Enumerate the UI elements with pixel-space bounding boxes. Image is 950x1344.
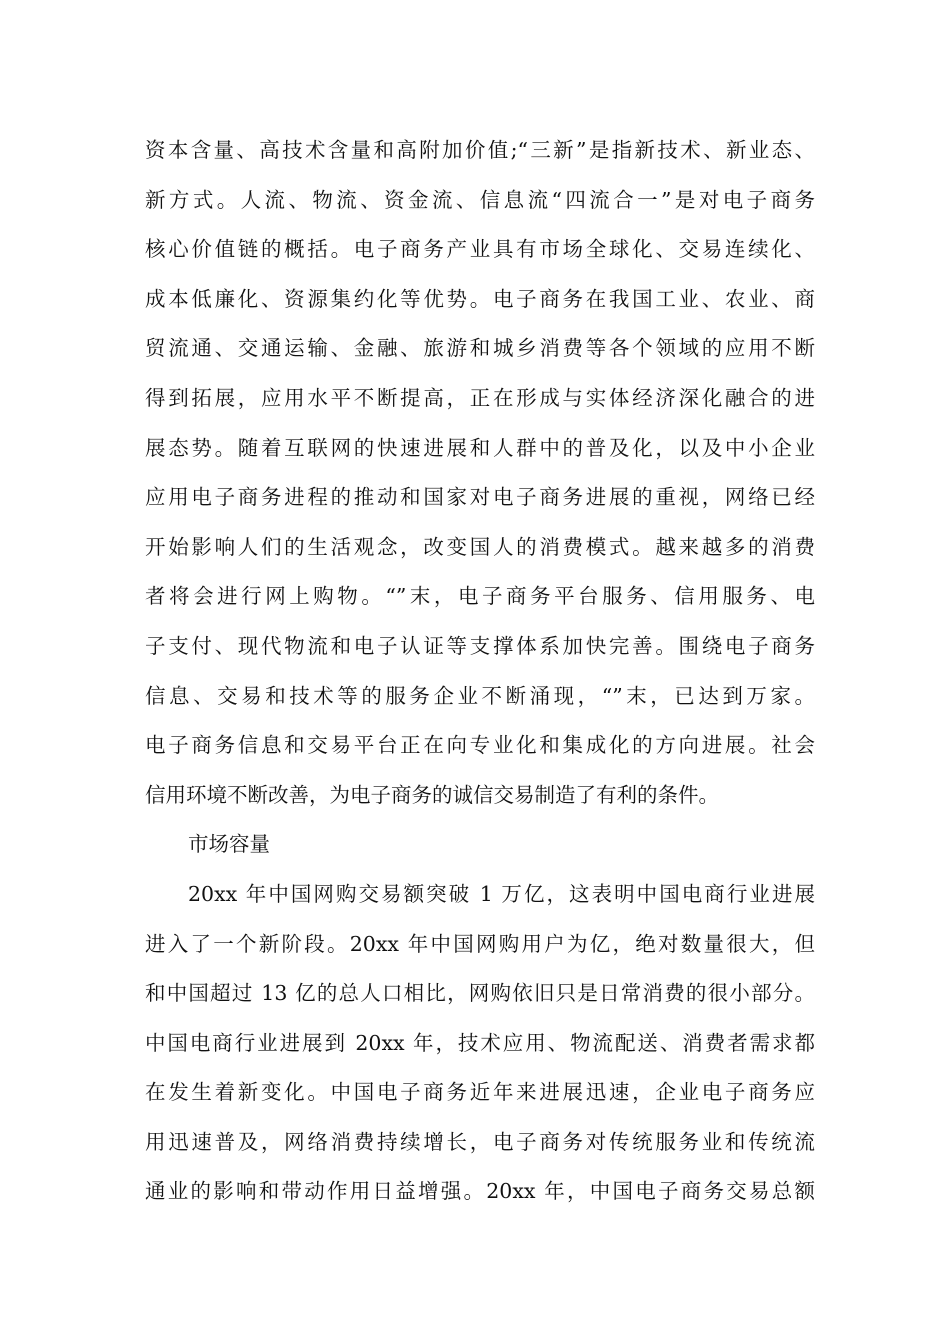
body-text bbox=[145, 126, 815, 1217]
text-line: 信用环境不断改善，为电子商务的诚信交易制造了有利的条件。 bbox=[145, 782, 719, 807]
text-line: 开始影响人们的生活观念，改变国人的消费模式。越来越多的消费 bbox=[145, 534, 815, 559]
text-line: 用迅速普及，网络消费持续增长，电子商务对传统服务业和传统流 bbox=[145, 1129, 815, 1154]
section-heading-market-capacity: 市场容量 bbox=[188, 832, 270, 857]
text-line: 应用电子商务进程的推动和国家对电子商务进展的重视，网络已经 bbox=[145, 485, 815, 510]
paragraph-market-capacity bbox=[145, 870, 815, 1217]
text-line: 成本低廉化、资源集约化等优势。电子商务在我国工业、农业、商 bbox=[145, 286, 815, 311]
text-line: 进入了一个新阶段。20xx 年中国网购用户为亿，绝对数量很大，但 bbox=[145, 931, 815, 956]
text-line: 中国电商行业进展到 20xx 年，技术应用、物流配送、消费者需求都 bbox=[145, 1030, 815, 1055]
text-line: 新方式。人流、物流、资金流、信息流“四流合一”是对电子商务 bbox=[145, 187, 815, 212]
text-line: 电子商务信息和交易平台正在向专业化和集成化的方向进展。社会 bbox=[145, 733, 815, 758]
paragraph-ecommerce-overview bbox=[145, 126, 815, 820]
text-line: 通业的影响和带动作用日益增强。20xx 年，中国电子商务交易总额 bbox=[145, 1179, 815, 1204]
text-line: 子支付、现代物流和电子认证等支撑体系加快完善。围绕电子商务 bbox=[145, 633, 815, 658]
text-line: 贸流通、交通运输、金融、旅游和城乡消费等各个领域的应用不断 bbox=[145, 336, 815, 361]
text-line: 信息、交易和技术等的服务企业不断涌现，“”末，已达到万家。 bbox=[145, 683, 815, 708]
text-line: 得到拓展，应用水平不断提高，正在形成与实体经济深化融合的进 bbox=[145, 385, 815, 410]
text-line: 20xx 年中国网购交易额突破 1 万亿，这表明中国电商行业进展 bbox=[188, 881, 815, 906]
text-line: 在发生着新变化。中国电子商务近年来进展迅速，企业电子商务应 bbox=[145, 1080, 815, 1105]
text-line: 核心价值链的概括。电子商务产业具有市场全球化、交易连续化、 bbox=[145, 237, 815, 262]
text-line: 和中国超过 13 亿的总人口相比，网购依旧只是日常消费的很小部分。 bbox=[145, 981, 815, 1006]
text-line: 资本含量、高技术含量和高附加价值;“三新”是指新技术、新业态、 bbox=[145, 138, 815, 162]
text-line: 展态势。随着互联网的快速进展和人群中的普及化，以及中小企业 bbox=[145, 435, 815, 460]
text-line: 者将会进行网上购物。“”末，电子商务平台服务、信用服务、电 bbox=[145, 584, 815, 609]
